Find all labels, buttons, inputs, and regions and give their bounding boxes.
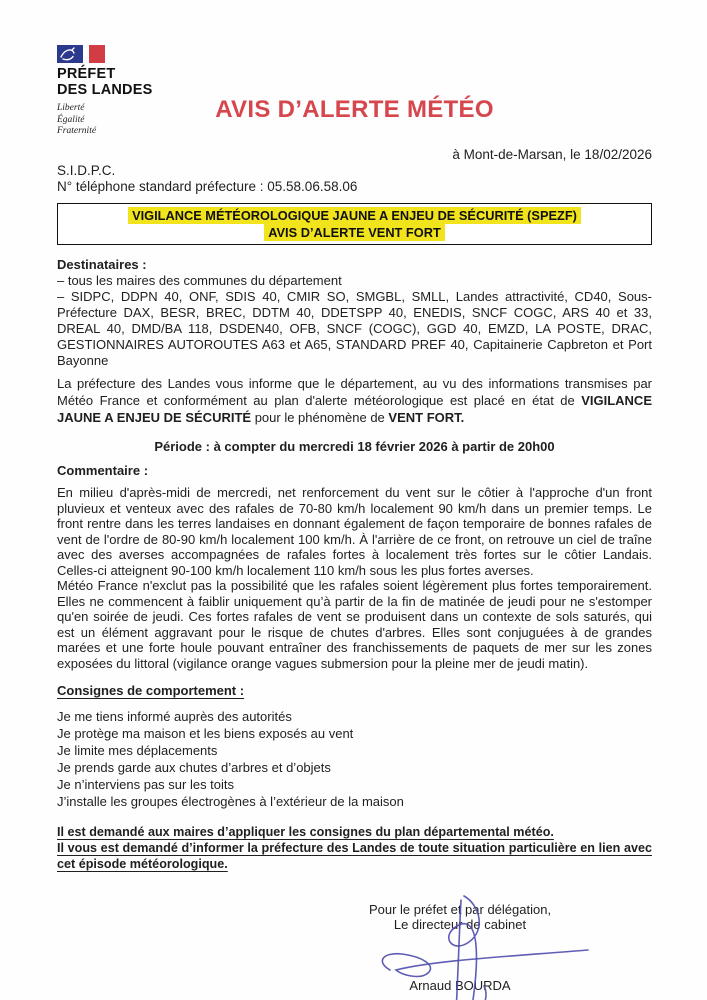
comment-heading: Commentaire : <box>57 463 149 478</box>
demand-line: Il vous est demandé d’informer la préfecture des Landes de toute situation particulière en lien avec cet épisode météorologique. <box>57 841 652 871</box>
intro-bold-vigilance: VIGILANCE JAUNE A ENJEU DE SÉCURITÉ <box>57 393 652 425</box>
motto-liberte: Liberté <box>57 103 85 113</box>
prefecture-name <box>57 67 207 98</box>
instruction-item: Je me tiens informé auprès des autorités <box>57 709 292 724</box>
recipients-item: – SIDPC, DDPN 40, ONF, SDIS 40, CMIR SO, SMGBL, SMLL, Landes attractivité, CD40, Sous-Préfecture DAX, BESR, BREC, DDTM 40, DDETSPP 40, ENEDIS, SNCF COGC, ARS 40 et 33, DREAL 40, DMD/BA 118, DSDEN40, OFB, SNCF (COGC), GGD 40, EMZD, LA POSTE, DRAC, GESTIONNAIRES AUTOROUTES A63 et A65, STANDARD PREF 40, Capitainerie Capbreton et Port Bayonne <box>57 289 652 368</box>
signature-delegation-line: Pour le préfet et par délégation, <box>368 902 552 917</box>
period-line: Période : à compter du mercredi 18 février 2026 à partir de 20h00 <box>154 439 555 454</box>
demand-line: Il est demandé aux maires d’appliquer les consignes du plan départemental météo. <box>57 825 554 839</box>
alert-highlight-line2: AVIS D’ALERTE VENT FORT <box>264 224 445 241</box>
dateline: à Mont-de-Marsan, le 18/02/2026 <box>452 147 652 162</box>
intro-paragraph <box>57 375 652 426</box>
mayor-demands <box>57 824 652 872</box>
instruction-item: J’installe les groupes électrogènes à l’extérieur de la maison <box>57 794 404 809</box>
prefecture-name-line2: DES LANDES <box>57 81 153 98</box>
page-title: AVIS D’ALERTE MÉTÉO <box>215 96 494 123</box>
comment-paragraph: Météo France n'exclut pas la possibilité que les rafales soient légèrement plus fortes temporairement. Elles ne commencent à faiblir uniquement qu’à partir de la fin de matinée de jeudi pour ne s'estomper qu'en soirée de jeudi. Ces fortes rafales de vent se produisent dans un contexte de sols saturés, qui est un élément aggravant pour le risque de chutes d'arbres. Elles sont conjuguées à de grandes marées et une forte houle pouvant entraîner des franchissements de paquets de mer sur les zones exposées du littoral (vigilance orange vagues submersion pour la pleine mer de jeudi matin). <box>57 578 652 671</box>
motto-egalite: Égalité <box>57 114 85 125</box>
signatory-name: Arnaud BOURDA <box>409 978 511 993</box>
instruction-item: Je prends garde aux chutes d’arbres et d’objets <box>57 760 331 775</box>
instructions-heading: Consignes de comportement : <box>57 683 245 698</box>
flag-blue-block-icon <box>57 45 83 63</box>
instruction-item: Je n’interviens pas sur les toits <box>57 777 235 792</box>
signature-block <box>360 902 560 993</box>
instructions-list <box>57 708 652 810</box>
prefecture-name-line1: PRÉFET <box>57 66 116 82</box>
instruction-item: Je protège ma maison et les biens exposés au vent <box>57 726 354 741</box>
french-flag-marianne-icon <box>57 45 207 63</box>
signature-role-line: Le directeur de cabinet <box>393 917 527 932</box>
intro-bold-phenomene: VENT FORT. <box>388 410 465 425</box>
recipients-item: – tous les maires des communes du département <box>57 273 342 288</box>
letterhead <box>57 45 652 145</box>
instruction-item: Je limite mes déplacements <box>57 743 218 758</box>
prefecture-logo <box>57 45 207 138</box>
recipients-section <box>57 257 652 369</box>
service-name: S.I.D.P.C. <box>57 163 116 178</box>
alert-banner-line1 <box>62 207 647 224</box>
motto-fraternite: Fraternité <box>57 126 97 136</box>
alert-highlight-line1: VIGILANCE MÉTÉOROLOGIQUE JAUNE A ENJEU DE SÉCURITÉ (SPEZF) <box>128 207 581 224</box>
alert-banner-line2 <box>62 224 647 241</box>
intro-text: pour le phénomène de <box>251 410 389 425</box>
alert-banner <box>57 203 652 245</box>
phone-line: N° téléphone standard préfecture : 05.58.06.58.06 <box>57 179 358 194</box>
intro-text: La préfecture des Landes vous informe que le département, au vu des informations transmises par Météo France et conformément au plan d'alerte météorologique est placé en état de <box>57 376 652 408</box>
comment-paragraph: En milieu d'après-midi de mercredi, net renforcement du vent sur le côtier à l'approche d'un front pluvieux et venteux avec des rafales de 70-80 km/h localement 90 km/h dans un premier temps. Le front rentre dans les terres landaises en donnant également de façon temporaire de bonnes rafales de vent de l'ordre de 80-90 km/h localement 100 km/h. À l'arrière de ce front, on retrouve un ciel de traîne avec des averses accompagnées de rafales fortes à localement très fortes sur le côtier Landais. Celles-ci atteignent 90-100 km/h localement 110 km/h sous les plus fortes averses. <box>57 485 652 578</box>
recipients-heading: Destinataires : <box>57 257 147 272</box>
flag-red-block-icon <box>89 45 105 63</box>
